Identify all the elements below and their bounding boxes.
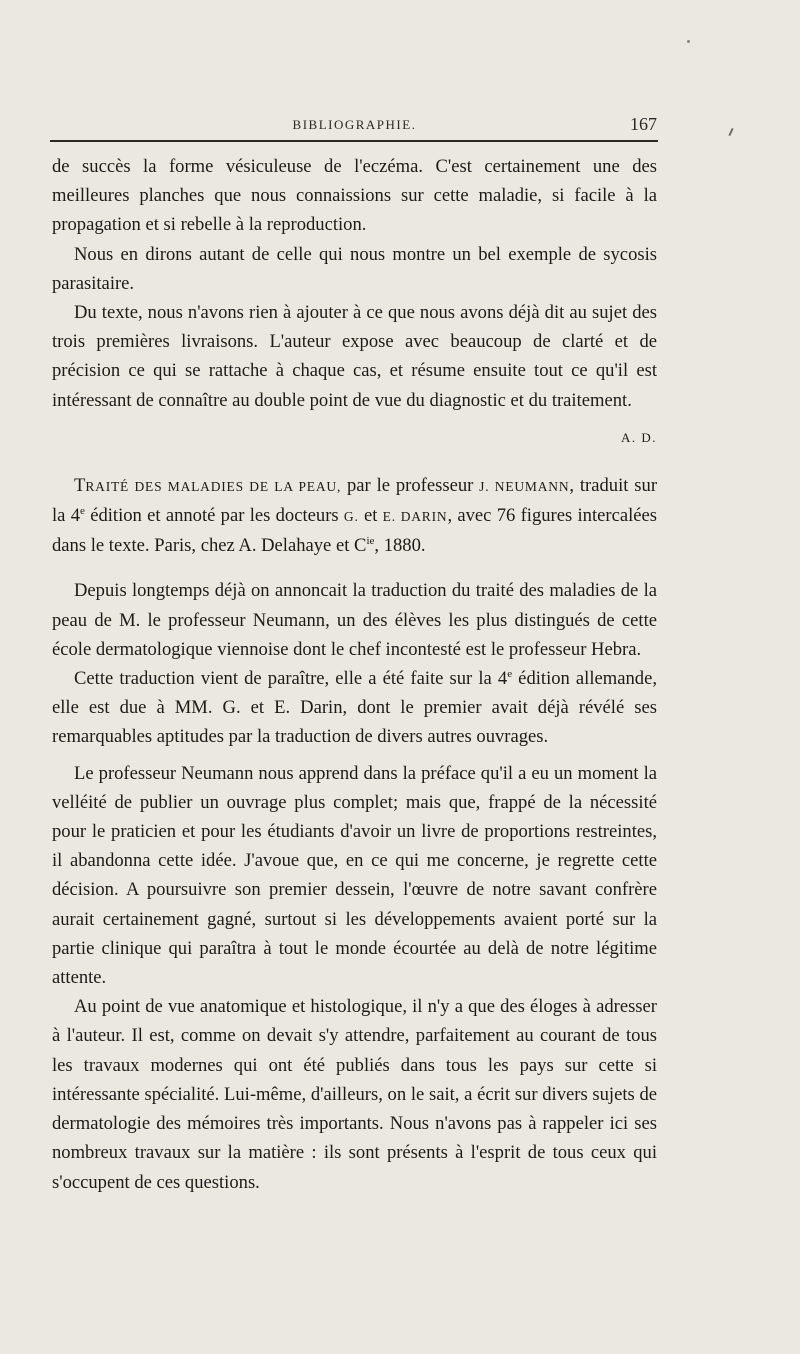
body-text (52, 152, 657, 1197)
citation-author: J. NEUMANN (479, 478, 570, 494)
citation-doctor-1: G. (343, 509, 359, 525)
running-title: BIBLIOGRAPHIE. (292, 117, 417, 132)
citation-by: par le professeur (341, 474, 480, 496)
citation-title-initial: T (74, 474, 86, 496)
page-number: 167 (630, 114, 657, 134)
paragraph-traduction-b: édition allemande, elle est due à MM. G. et E. Darin, dont le premier avait déjà révélé ses remarquables aptitudes par la traduction de divers autres ouvrages. (52, 668, 657, 748)
citation-title: RAITÉ DES MALADIES DE LA PEAU, (85, 478, 342, 494)
book-citation (52, 471, 657, 561)
paragraph-texte-body: Du texte, nous n'avons rien à ajouter à ce que nous avons déjà dit au sujet des trois premières livraisons. L'auteur expose avec beaucoup de clarté et de précision ce qui se rattache à chaque cas, et résume ensuite tout ce qu'il est intéressant de connaître au double point de vue du diagnostic et du traitement. (52, 302, 657, 411)
citation-year: , 1880. (374, 535, 426, 557)
paragraph-traduction-a: Cette traduction vient de paraître, elle a été faite sur la 4 (74, 668, 508, 690)
paper-mark (728, 128, 733, 136)
paragraph-gap (52, 752, 657, 759)
page-header (52, 114, 657, 138)
header-rule (50, 140, 658, 142)
paragraph-depuis: Depuis longtemps déjà on annoncait la traduction du traité des maladies de la peau de M. le professeur Neumann, un des élèves les plus distingués de cette école dermatologique viennoise dont le chef incontesté est le professeur Hebra. (52, 580, 657, 660)
citation-doctor-2: E. DARIN (382, 509, 448, 525)
paper-speck (687, 40, 690, 43)
citation-and: et (358, 505, 383, 527)
paragraph-neumann-preface: Le professeur Neumann nous apprend dans la préface qu'il a eu un moment la velléité de publier un ouvrage plus complet; mais que, frappé de la nécessité pour le praticien et pour les étudiants d'avoir un livre de proportions restreintes, il abandonna cette idée. J'avoue que, en ce qui me concerne, je regrette cette décision. A poursuivre son premier dessein, l'œuvre de notre savant confrère aurait certainement gagné, surtout si les développements avaient porté sur la partie clinique qui paraîtra à tout le monde écourtée au delà de notre légitime attente. (52, 762, 657, 989)
citation-gap (52, 560, 657, 576)
citation-cie-sup: ie (366, 535, 375, 548)
paragraph-texte (52, 298, 657, 445)
paragraph-traduction-sup: e (507, 667, 513, 680)
paragraph-anatomique: Au point de vue anatomique et histologique, il n'y a que des éloges à adresser à l'auteur. Il est, comme on devait s'y attendre, parfaitement au courant de tous les travaux modernes qui ont été publiés dans tous les pays sur cette si intéressante spécialité. Lui-même, d'ailleurs, on le sait, a écrit sur divers sujets de dermatologie des mémoires très importants. Nous n'avons pas à rappeler ici ses nombreux travaux sur la matière : ils sont présents à l'esprit de tous ceux qui s'occupent de ces questions. (52, 996, 657, 1193)
signature: A. D. (620, 429, 657, 445)
paragraph-traduction (52, 664, 657, 752)
citation-annotated: édition et annoté par les docteurs (84, 505, 344, 527)
citation-edition-sup: e (80, 504, 85, 517)
citation-figures: , avec 76 figures intercalées dans le texte. Paris, chez A. Delahaye et C (52, 505, 657, 557)
paragraph-sycosis: Nous en dirons autant de celle qui nous montre un bel exemple de sycosis parasitaire. (52, 243, 657, 294)
citation-translated: , traduit sur la 4 (52, 474, 658, 527)
section-gap (52, 415, 657, 471)
paragraph-eczema: de succès la forme vésiculeuse de l'eczéma. C'est certainement une des meilleures planches que nous connaissions sur cette maladie, si facile à la propagation et si rebelle à la reproduction. (52, 156, 657, 236)
